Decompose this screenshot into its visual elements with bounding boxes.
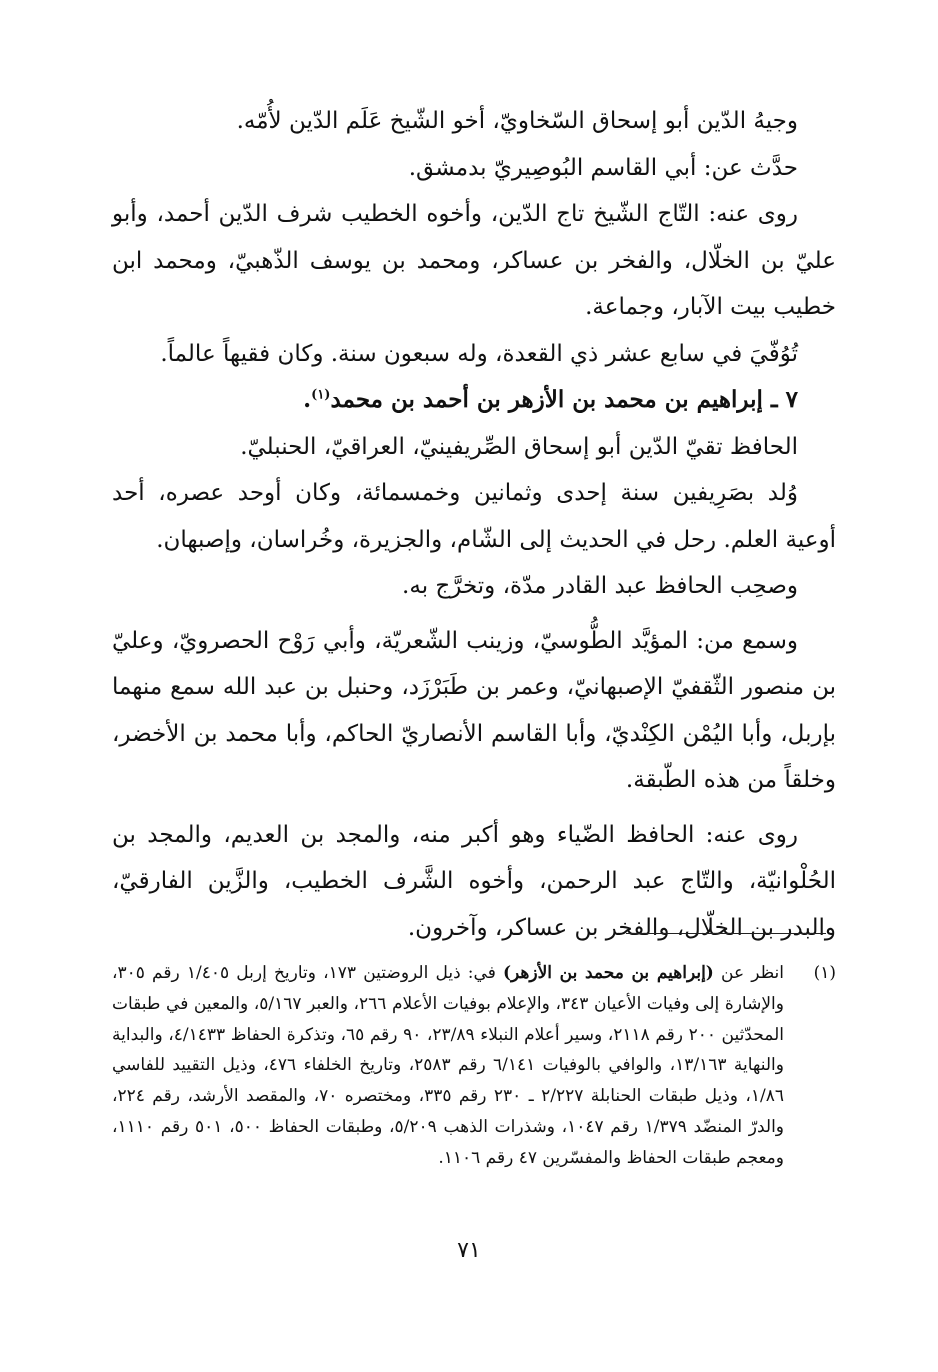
footnote-text <box>112 958 784 1174</box>
footnote-reference: (١) <box>311 387 331 403</box>
main-text <box>112 98 836 951</box>
footnotes <box>112 958 836 1174</box>
footnote-marker: (١) <box>813 963 836 983</box>
paragraph-death: تُوُفّيَ في سابع عشر ذي القعدة، وله سبعون سنة. وكان فقيهاً عالماً. <box>160 340 798 367</box>
paragraph-nisba: الحافظ تقيّ الدّين أبو إسحاق الصِّريفينيّ، العراقيّ، الحنبليّ. <box>240 433 798 460</box>
paragraph-wajih-description: وجيهُ الدّين أبو إسحاق السّخاويّ، أخو الشّيخ عَلَم الدّين لأُمّه. <box>236 108 798 134</box>
entry-heading-text: ٧ ـ إبراهيم بن محمد بن الأزهر بن أحمد بن محمد <box>330 386 798 413</box>
footnote-sources: في: ذيل الروضتين ١٧٣، وتاريخ إربل ١/٤٠٥ رقم ٣٠٥، والإشارة إلى وفيات الأعيان ٣٤٣، والإعلام بوفيات الأعلام ٢٦٦، والعبر ٥/١٦٧، والمعين في طبقات المحدّثين ٢٠٠ رقم ٢١١٨، وسير أعلام النبلاء ٢٣/٨٩، ٩٠ رقم ٦٥، وتذكرة الحفاظ ٤/١٤٣٣، والبداية والنهاية ١٣/١٦٣، والوافي بالوفيات ٦/١٤١ رقم ٢٥٨٣، وتاريخ الخلفاء ٤٧٦، وذيل التقييد للفاسي ١/٨٦، وذيل طبقات الحنابلة ٢/٢٢٧ ـ ٢٣٠ رقم ٣٣٥، ومختصره ٧٠، والمقصد الأرشد، رقم ٢٢٤، والدرّ المنضّد ١/٣٧٩ رقم ١٠٤٧، وشذرات الذهب ٥/٢٠٩، وطبقات الحفاظ ٥٠٠، ٥٠١ رقم ١١١٠، ومعجم طبقات الحفاظ والمفسّرين ٤٧ رقم ١١٠٦. <box>112 963 785 1168</box>
entry-heading <box>112 377 836 424</box>
paragraph-narrated-from: حدَّث عن: أبي القاسم البُوصِيريّ بدمشق. <box>408 154 798 181</box>
footnote-lead: انظر عن <box>721 963 785 983</box>
page-number: ٧١ <box>457 1238 481 1263</box>
footnote-separator <box>626 933 826 934</box>
paragraph-teachers: وسمع من: المؤيَّد الطُّوسيّ، وزينب الشّعريّة، وأبي رَوْح الحصرويّ، وعليّ بن منصور الثّقفيّ الإصبهانيّ، وعمر بن طَبَرْزَد، وحنبل بن عبد الله سمع منهما بإربل، وأبا اليُمْن الكِنْديّ، وأبا القاسم الأنصاريّ الحاكم، وأبا محمد بن الأخضر، وخلقاً من هذه الطّبقة. <box>112 627 836 793</box>
paragraph-students: روى عنه: الحافظ الضّياء وهو أكبر منه، والمجد بن العديم، والمجد بن الحُلْوانيّة، والتّاج عبد الرحمن، وأخوه الشَّرف الخطيب، والزَّين الفارقيّ، والبدر بن الخلّال، والفخر بن عساكر، وآخرون. <box>112 821 836 941</box>
footnote-subject: (إبراهيم بن محمد بن الأزهر) <box>502 963 714 983</box>
paragraph-birth-travels: وُلد بصَرِيفين سنة إحدى وثمانين وخمسمائة، وكان أوحد عصره، أحد أوعية العلم. رحل في الحديث إلى الشّام، والجزيرة، وخُراسان، وإصبهان. <box>112 480 836 553</box>
paragraph-companionship: وصحِب الحافظ عبد القادر مدّة، وتخرَّج به. <box>402 573 798 599</box>
footnote-item <box>112 958 836 1174</box>
entry-heading-end: . <box>303 386 312 413</box>
paragraph-narrators: روى عنه: التّاج الشّيخ تاج الدّين، وأخوه الخطيب شرف الدّين أحمد، وأبو عليّ بن الخلّال، والفخر بن عساكر، ومحمد بن يوسف الذّهبيّ، ومحمد ابن خطيب بيت الآبار، وجماعة. <box>112 201 836 320</box>
